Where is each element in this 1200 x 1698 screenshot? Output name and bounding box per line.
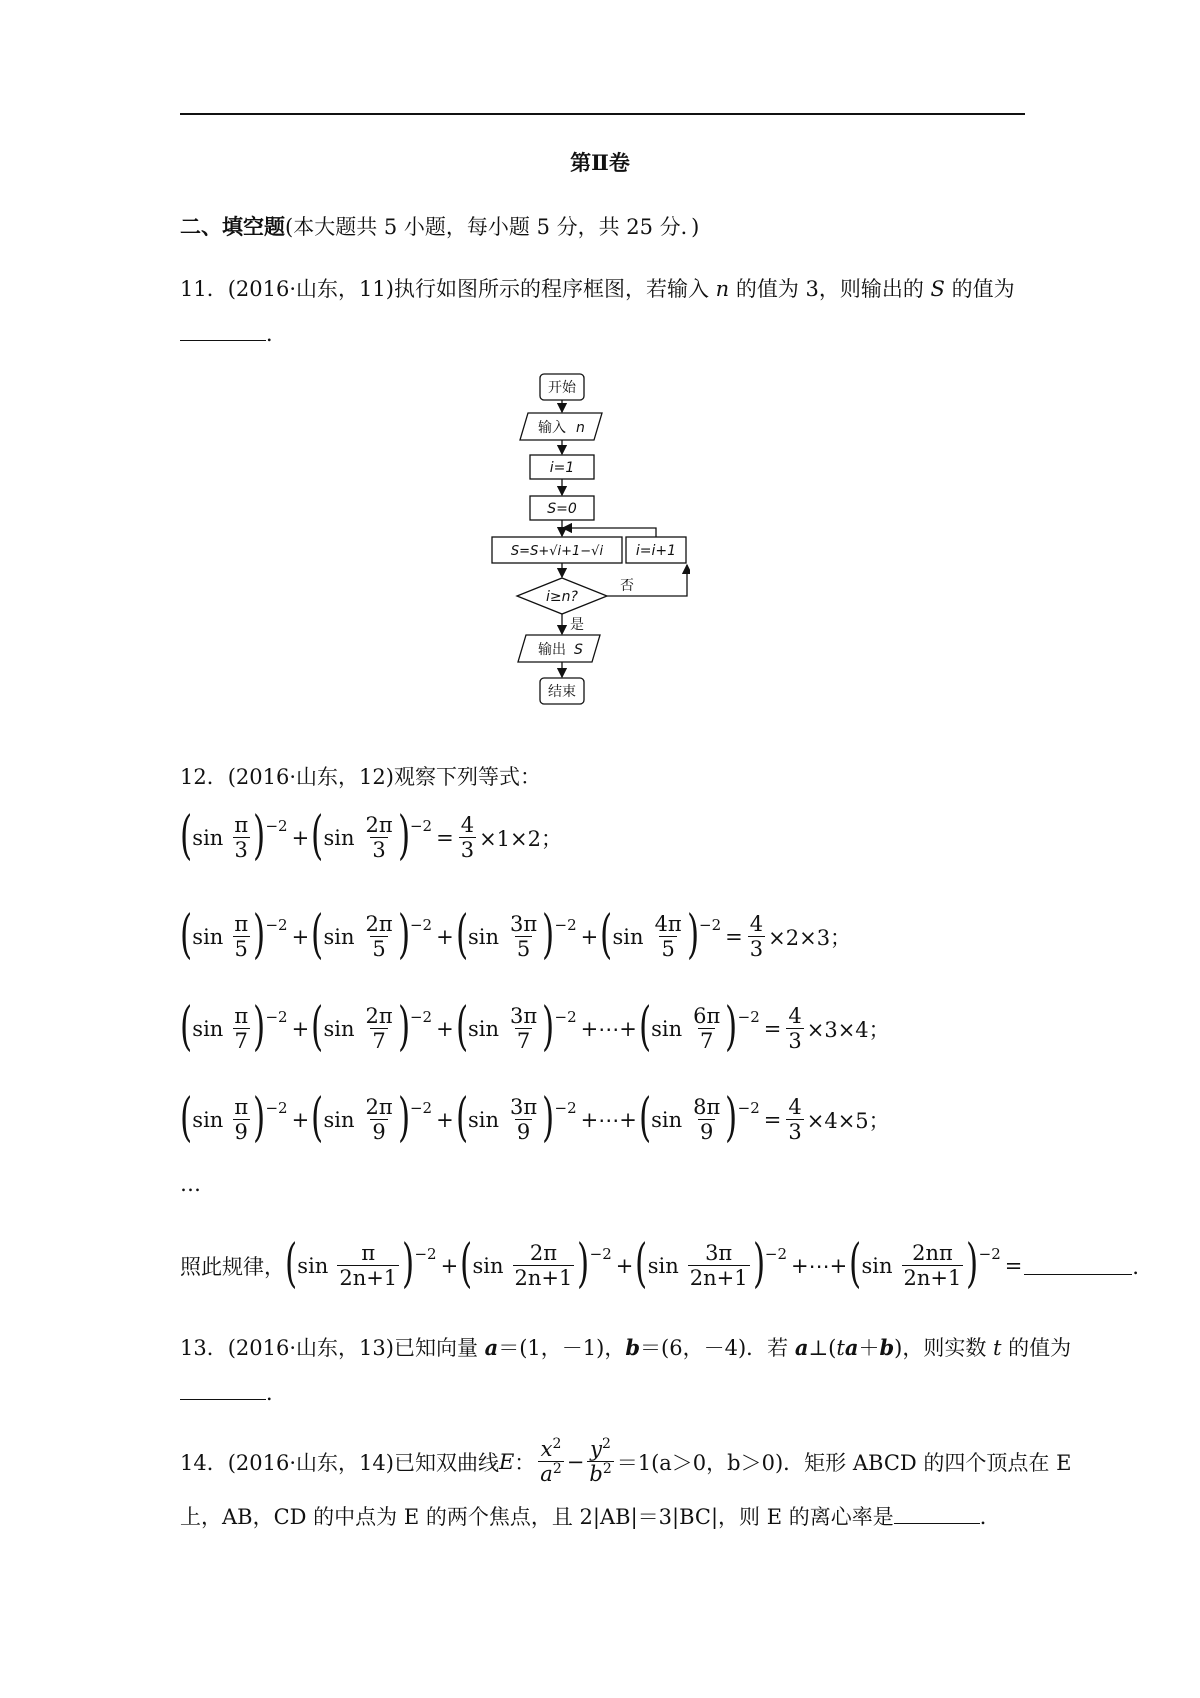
flow-yes-label: 是 <box>570 617 584 633</box>
q14-line-1: 14．(2016·山东，14)已知双曲线 E ： $\frac{x^2}{a^2}$ − $\frac{y^2}{b^2}$ ＝1(a＞0，b＞0)．矩形 ABCD 的四个顶点在 E <box>180 1436 1072 1487</box>
q13-answer-line: ． <box>180 1377 287 1407</box>
flowchart <box>490 372 690 722</box>
q12-equation-1: ( sin $\frac{\pi}{3}$ ) −2 + ( sin $\frac{2\pi}{3}$ ) −2 = $\frac{4}{3}$ ×1×2； <box>180 806 562 866</box>
flow-no-label: 否 <box>620 578 634 594</box>
flow-end-text: 结束 <box>548 684 576 700</box>
flow-condition-text: i≥n? <box>546 589 578 605</box>
q12-text: 12．(2016·山东，12)观察下列等式： <box>180 765 541 789</box>
flow-init-i-text: i=1 <box>549 460 575 476</box>
q12-answer-blank <box>1024 1273 1132 1275</box>
q11-text: 11．(2016·山东，11)执行如图所示的程序框图，若输入 n 的值为 3，则输出的 S 的值为 <box>180 277 1015 301</box>
flow-output-var: S <box>574 642 583 658</box>
section-heading <box>180 211 699 241</box>
q11-answer-line: ． <box>180 318 287 348</box>
section-heading-label: 二、填空题 <box>180 214 285 239</box>
flow-input-text: 输入 <box>538 420 566 436</box>
q11-answer-blank <box>180 339 266 341</box>
flow-input-var: n <box>576 420 585 436</box>
q13-answer-blank <box>180 1398 266 1400</box>
q12-ellipsis: … <box>180 1172 201 1196</box>
flow-update-i-text: i=i+1 <box>635 543 677 559</box>
flow-init-s-text: S=0 <box>547 501 577 517</box>
flow-update-s-text: S=S+√i+1−√i <box>510 544 604 559</box>
header-rule <box>180 113 1025 115</box>
flow-start-text: 开始 <box>548 380 576 396</box>
q12-equation-4: ( sin $\frac{\pi}{9}$ ) −2 + ( sin $\frac{2\pi}{9}$ ) −2 + ( sin $\frac{3\pi}{9}$ ) −2 +⋯+ ( sin $\frac{8\pi}{9}$ ) −2 = $\frac{4}{3}$ ×4×5； <box>180 1088 890 1148</box>
flow-output-text: 输出 <box>538 642 566 658</box>
section-title: 第Ⅱ卷 <box>570 150 630 175</box>
section-heading-note: (本大题共 5 小题，每小题 5 分，共 25 分．) <box>285 215 700 239</box>
q14-line-2: 上，AB，CD 的中点为 E 的两个焦点，且 2|AB|＝3|BC|，则 E 的离心率是 ． <box>180 1505 1001 1529</box>
q14-answer-blank <box>894 1522 980 1524</box>
q12-equation-2: ( sin $\frac{\pi}{5}$ ) −2 + ( sin $\frac{2\pi}{5}$ ) −2 + ( sin $\frac{3\pi}{5}$ ) −2 + ( sin $\frac{4\pi}{5}$ ) −2 = $\frac{4}{3}$ ×2×3； <box>180 905 852 965</box>
q13-text: 13．(2016·山东，13)已知向量 a＝(1，－1)，b＝(6，－4)．若 a⊥(ta＋b)，则实数 t 的值为 <box>180 1335 1072 1360</box>
q12-equation-3: ( sin $\frac{\pi}{7}$ ) −2 + ( sin $\frac{2\pi}{7}$ ) −2 + ( sin $\frac{3\pi}{7}$ ) −2 +⋯+ ( sin $\frac{6\pi}{7}$ ) −2 = $\frac{4}{3}$ ×3×4； <box>180 997 890 1057</box>
q12-conclusion: 照此规律， ( sin $\frac{\pi}{2n+1}$ ) −2 + ( sin $\frac{2\pi}{2n+1}$ ) −2 + ( sin $\frac{3\pi}{2n+1}$ ) −2 +⋯+ ( sin $\frac{2n\pi}{2n+1}$ ) −2 = ． <box>180 1234 1154 1294</box>
